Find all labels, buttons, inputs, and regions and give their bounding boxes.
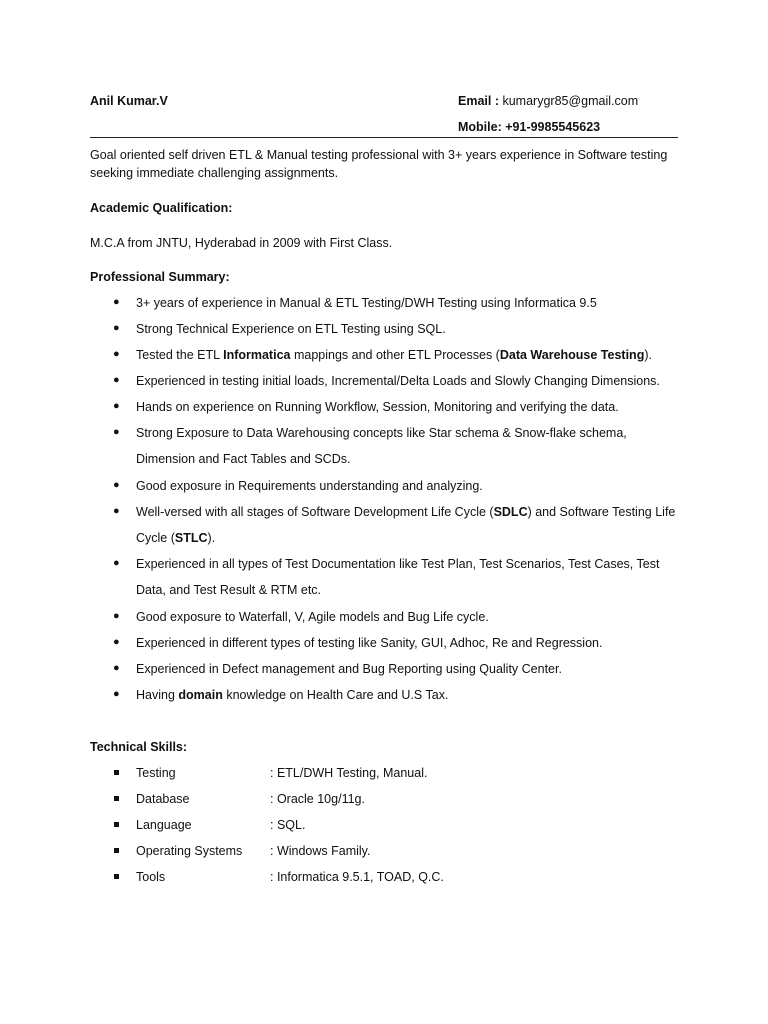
skill-label: Operating Systems — [136, 844, 243, 858]
square-bullet-icon — [114, 796, 119, 801]
bullet-icon: ● — [113, 426, 120, 438]
skill-value: : Informatica 9.5.1, TOAD, Q.C. — [270, 870, 444, 884]
square-bullet-icon — [114, 822, 119, 827]
email-line — [458, 94, 638, 108]
bullet-icon: ● — [113, 348, 120, 360]
skill-value: : Oracle 10g/11g. — [270, 792, 365, 806]
academic-heading: Academic Qualification: — [90, 201, 233, 215]
skill-value: : SQL. — [270, 818, 306, 832]
mobile-value: +91-9985545623 — [505, 120, 601, 134]
header-divider — [90, 137, 678, 138]
bullet-icon: ● — [113, 557, 120, 569]
bullet-icon: ● — [113, 688, 120, 700]
academic-text: M.C.A from JNTU, Hyderabad in 2009 with First Class. — [90, 236, 393, 250]
summary-heading: Professional Summary: — [90, 270, 230, 284]
square-bullet-icon — [114, 874, 119, 879]
bullet-icon: ● — [113, 662, 120, 674]
candidate-name: Anil Kumar.V — [90, 94, 168, 108]
skill-value: : Windows Family. — [270, 844, 371, 858]
skill-label: Database — [136, 792, 190, 806]
square-bullet-icon — [114, 848, 119, 853]
objective-line-1: Goal oriented self driven ETL & Manual testing professional with 3+ years experience in Software testing — [90, 148, 668, 162]
bullet-icon: ● — [113, 505, 120, 517]
bullet-icon: ● — [113, 322, 120, 334]
mobile-label: Mobile: — [458, 120, 502, 134]
email-value: kumarygr85@gmail.com — [502, 94, 639, 108]
objective-line-2: seeking immediate challenging assignments. — [90, 166, 339, 180]
skill-label: Language — [136, 818, 192, 832]
bullet-icon: ● — [113, 374, 120, 386]
skills-heading: Technical Skills: — [90, 740, 188, 754]
skill-label: Testing — [136, 766, 176, 780]
mobile-line — [458, 120, 600, 134]
bullet-icon: ● — [113, 479, 120, 491]
square-bullet-icon — [114, 770, 119, 775]
bullet-icon: ● — [113, 610, 120, 622]
resume-page: Anil Kumar.V Email : kumarygr85@gmail.com Mobile: +91-9985545623 Goal oriented self driven ETL & Manual testing professional with 3+ years experience in Software testing seeking immediate challenging assignments. Academic Qualification: M.C.A from JNTU, Hyderabad in 2009 with First Class. Professional Summary: ● 3+ years of experience in Manual & ETL Testing/DWH Testing using Informatica 9.5 ● Strong Technical Experience on ETL Testing using SQL. ● Tested the ETL Informatica mappings and other ETL Processes (Data Warehouse Testing). ● Experienced in testing initial loads, Incremental/Delta Loads and Slowly Changing Dimensions. ● Hands on experience on Running Workflow, Session, Monitoring and verifying the data. ● Strong Exposure to Data Warehousing concepts like Star schema & Snow-flake schema, Dimension and Fact Tables and SCDs. ● Good exposure in Requirements understanding and analyzing. ● Well-versed with all stages of Software Development Life Cycle (SDLC) and Software Testing Life Cycle (STLC). ● Experienced in all types of Test Documentation like Test Plan, Test Scenarios, Test Cases, Test Data, and Test Result & RTM etc. ● Good exposure to Waterfall, V, Agile models and Bug Life cycle. ● Experienced in different types of testing like Sanity, GUI, Adhoc, Re and Regression. ● Experienced in Defect management and Bug Reporting using Quality Center. ● Having domain knowledge on Health Care and U.S Tax. Technical Skills: Testing : ETL/DWH Testing, Manual. Database : Oracle 10g/11g. Language : SQL. Operating Systems : Windows Family. Tools : Informatica 9.5.1, TOAD, Q.C. — [0, 0, 768, 1024]
skill-value: : ETL/DWH Testing, Manual. — [270, 766, 428, 780]
bullet-icon: ● — [113, 400, 120, 412]
bullet-icon: ● — [113, 636, 120, 648]
bullet-icon: ● — [113, 296, 120, 308]
skill-label: Tools — [136, 870, 166, 884]
email-label: Email : — [458, 94, 499, 108]
